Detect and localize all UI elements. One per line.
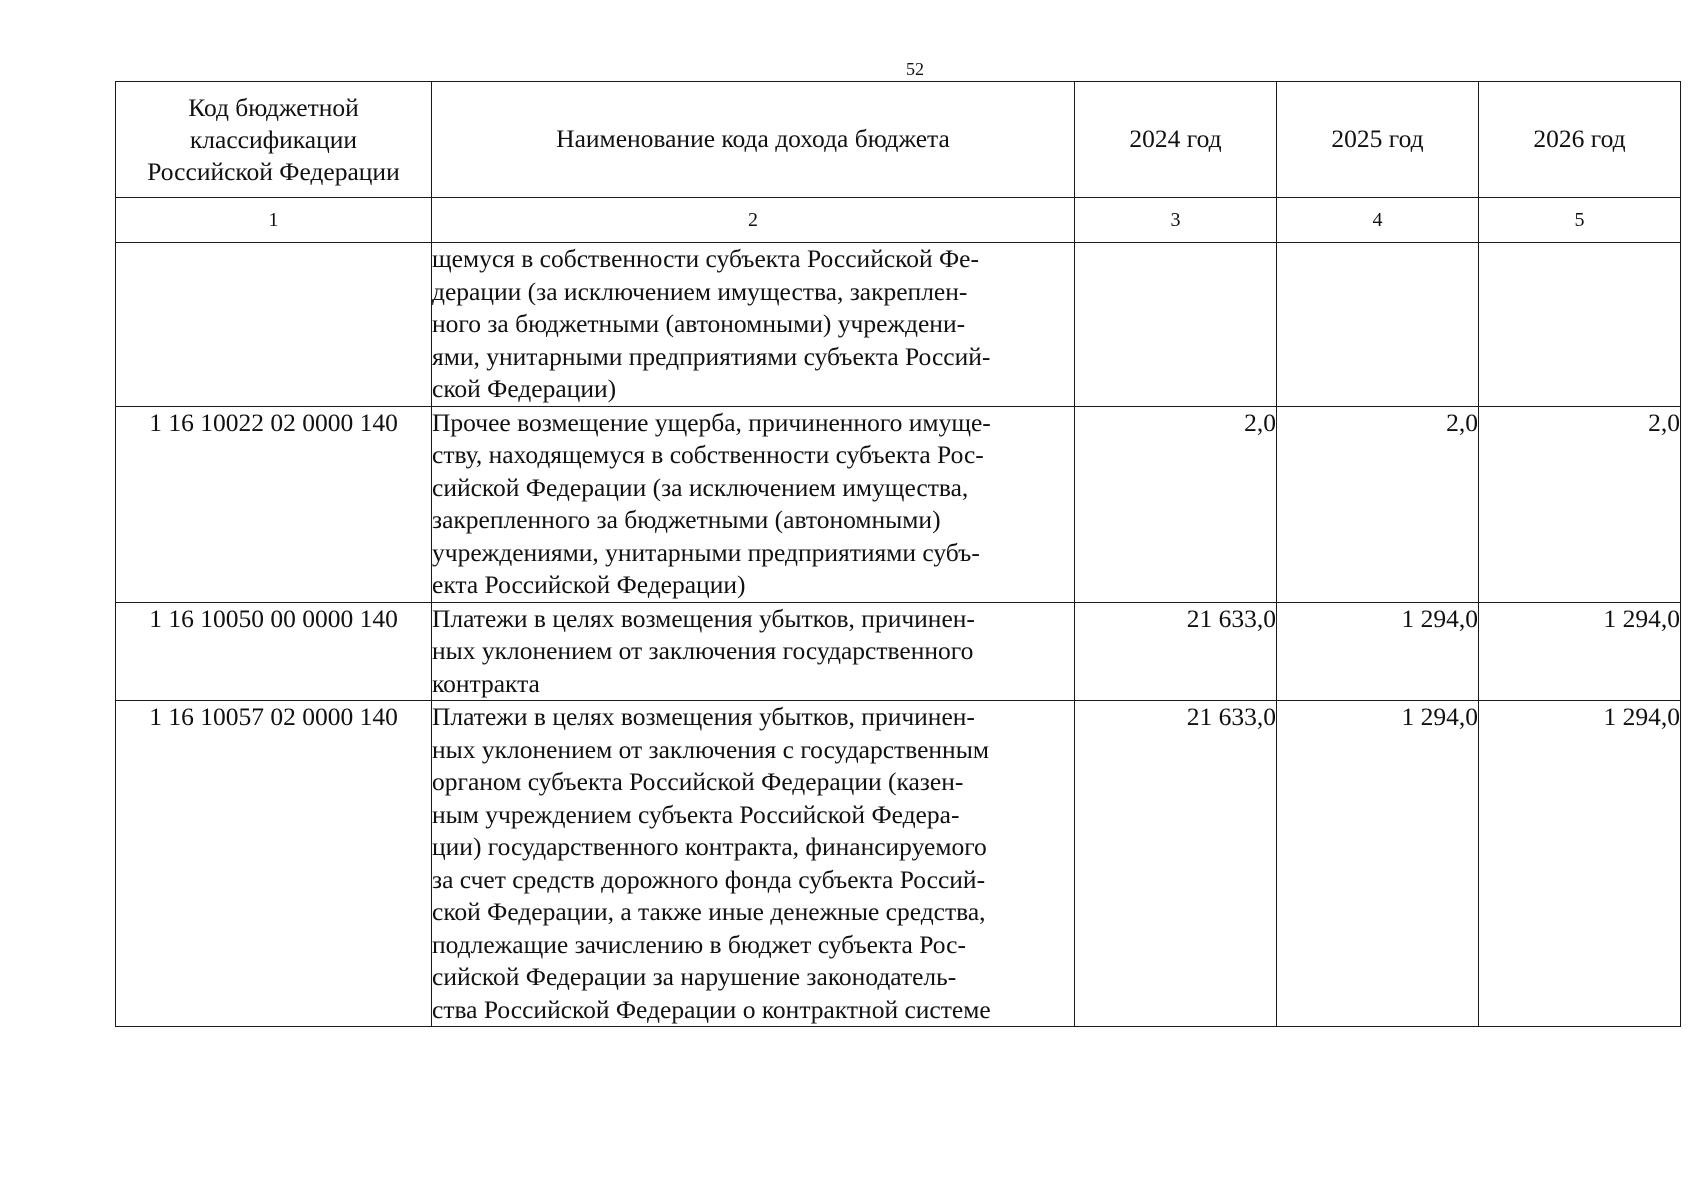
header-code-line: Код бюджетной — [188, 92, 359, 122]
column-number: 2 — [432, 198, 1075, 243]
row-name-line: за счет средств дорожного фонда субъекта Россий- — [432, 864, 986, 894]
row-value-2025: 1 294,0 — [1277, 701, 1479, 1027]
column-number-row — [116, 198, 1681, 243]
row-name-line: ным учреждением субъекта Российской Федера- — [432, 799, 960, 829]
row-name — [432, 701, 1075, 1027]
header-year-2024: 2024 год — [1075, 82, 1277, 198]
row-value-2025 — [1277, 243, 1479, 407]
row-name-line: Платежи в целях возмещения убытков, причинен- — [432, 702, 975, 731]
row-name-line: ству, находящемуся в собственности субъекта Рос- — [432, 440, 984, 469]
row-code: 1 16 10050 00 0000 140 — [116, 602, 432, 701]
row-value-2025: 2,0 — [1277, 406, 1479, 602]
row-name — [432, 243, 1075, 407]
row-name-line: ных уклонением от заключения государственного — [432, 636, 974, 665]
column-number: 1 — [116, 198, 432, 243]
row-value-2024 — [1075, 243, 1277, 407]
header-year-2025: 2025 год — [1277, 82, 1479, 198]
table-row — [116, 701, 1681, 1027]
page-number: 52 — [906, 59, 924, 79]
header-name: Наименование кода дохода бюджета — [432, 82, 1075, 198]
row-code: 1 16 10022 02 0000 140 — [116, 406, 432, 602]
table-row — [116, 243, 1681, 407]
row-name — [432, 406, 1075, 602]
row-code — [116, 243, 432, 407]
row-name-line: ции) государственного контракта, финансируемого — [432, 832, 987, 861]
column-number: 3 — [1075, 198, 1277, 243]
row-value-2024: 21 633,0 — [1075, 701, 1277, 1027]
row-name-line: сийской Федерации (за исключением имущества, — [432, 472, 969, 502]
row-name-line: ного за бюджетными (автономными) учреждени- — [432, 309, 966, 338]
row-value-2026 — [1479, 243, 1681, 407]
row-name-line: ных уклонением от заключения с государственным — [432, 734, 989, 764]
row-name-line: контракта — [432, 668, 540, 698]
table-row — [116, 406, 1681, 602]
row-name-line: ями, унитарными предприятиями субъекта Россий- — [432, 341, 991, 371]
row-name-line: щемуся в собственности субъекта Российской Фе- — [432, 244, 979, 273]
row-name-line: дерации (за исключением имущества, закреплен- — [432, 276, 968, 306]
row-name-line: екта Российской Федерации) — [432, 570, 746, 599]
header-year-2026: 2026 год — [1479, 82, 1681, 198]
header-code — [116, 82, 432, 198]
row-value-2026: 1 294,0 — [1479, 701, 1681, 1027]
header-code-line: Российской Федерации — [147, 156, 400, 186]
row-name-line: органом субъекта Российской Федерации (казен- — [432, 767, 964, 796]
table-row — [116, 602, 1681, 701]
row-value-2024: 21 633,0 — [1075, 602, 1277, 701]
row-name-line: ства Российской Федерации о контрактной системе — [432, 994, 991, 1024]
row-name — [432, 602, 1075, 701]
row-name-line: Платежи в целях возмещения убытков, причинен- — [432, 603, 975, 633]
column-number: 5 — [1479, 198, 1681, 243]
row-name-line: ской Федерации, а также иные денежные средства, — [432, 897, 986, 926]
column-number: 4 — [1277, 198, 1479, 243]
row-name-line: учреждениями, унитарными предприятиями субъ- — [432, 537, 980, 567]
header-code-line: классификации — [189, 124, 358, 154]
row-name-line: сийской Федерации за нарушение законодатель- — [432, 962, 957, 991]
row-name-line: Прочее возмещение ущерба, причиненного имуще- — [432, 407, 991, 437]
row-value-2026: 1 294,0 — [1479, 602, 1681, 701]
row-value-2026: 2,0 — [1479, 406, 1681, 602]
row-name-line: закрепленного за бюджетными (автономными) — [432, 505, 941, 534]
row-code: 1 16 10057 02 0000 140 — [116, 701, 432, 1027]
row-name-line: подлежащие зачислению в бюджет субъекта Рос- — [432, 929, 966, 959]
row-value-2025: 1 294,0 — [1277, 602, 1479, 701]
revenue-table — [115, 81, 1681, 1027]
header-row — [116, 82, 1681, 198]
row-value-2024: 2,0 — [1075, 406, 1277, 602]
row-name-line: ской Федерации) — [432, 374, 617, 403]
